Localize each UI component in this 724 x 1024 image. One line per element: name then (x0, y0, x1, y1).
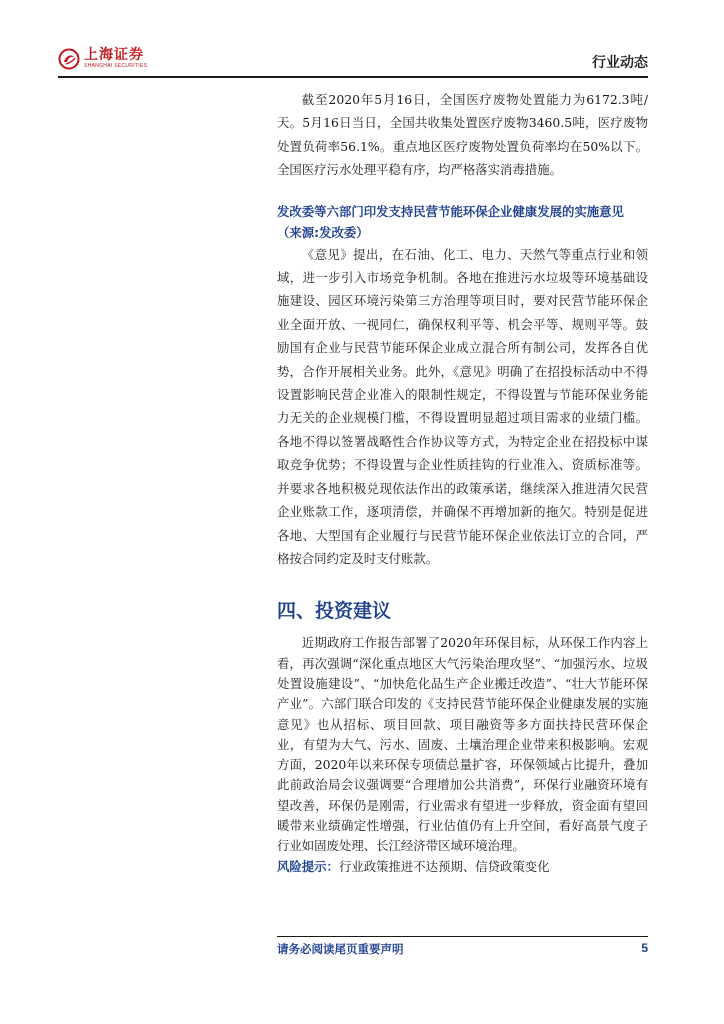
logo-emblem-icon (58, 48, 80, 70)
risk-text: 行业政策推进不达预期、信贷政策变化 (338, 858, 550, 874)
paragraph-medical-waste: 截至2020年5月16日，全国医疗废物处置能力为6172.3吨/天。5月16日当日，全国共收集处置医疗废物3460.5吨，医疗废物处置负荷率56.1%。重点地区医疗废物处置负荷率均在50%以下。全国医疗污水处理平稳有序，均严格落实消毒措施。 (277, 92, 648, 178)
paragraph-investment-advice: 近期政府工作报告部署了2020年环保目标，从环保工作内容上看，再次强调“深化重点地区大气污染治理攻坚”、“加强污水、垃圾处置设施建设”、“加快危化品生产企业搬迁改造”、“壮大节能环保产业”。六部门联合印发的《支持民营节能环保企业健康发展的实施意见》也从招标、项目回款、项目融资等多方面扶持民营环保企业，有望为大气、污水、固废、土壤治理企业带来积极影响。宏观方面，2020年以来环保专项债总量扩容，环保领域占比提升，叠加此前政治局会议强调要“合理增加公共消费”，环保行业融资环境有望改善，环保仍是刚需，行业需求有望进一步释放，资金面有望回暖带来业绩确定性增强，行业估值仍有上升空间，看好高景气度子行业如固废处理、长江经济带区域环境治理。 (277, 635, 648, 854)
footer-disclaimer-note: 请务必阅读尾页重要声明 (277, 942, 404, 956)
header-divider (58, 76, 648, 78)
logo-english-name: SHANGHAI SECURITIES (84, 63, 148, 69)
page-number: 5 (641, 941, 648, 955)
risk-warning (277, 857, 648, 877)
paragraph-policy-opinion: 《意见》提出，在石油、化工、电力、天然气等重点行业和领域，进一步引入市场竞争机制。各地在推进污水垃圾等环境基础设施建设、园区环境污染第三方治理等项目时，要对民营节能环保企业全面开放、一视同仁，确保权利平等、机会平等、规则平等。鼓励国有企业与民营节能环保企业成立混合所有制公司，发挥各自优势，合作开展相关业务。此外，《意见》明确了在招投标活动中不得设置影响民营企业准入的限制性规定，不得设置与节能环保业务能力无关的企业规模门槛，不得设置明显超过项目需求的业绩门槛。各地不得以签署战略性合作协议等方式，为特定企业在招投标中谋取竞争优势；不得设置与企业性质挂钩的行业准入、资质标准等。并要求各地积极兑现依法作出的政策承诺，继续深入推进清欠民营企业账款工作，逐项清偿，并确保不再增加新的拖欠。特别是促进各地、大型国有企业履行与民营节能环保企业依法订立的合同，严格按合同约定及时支付账款。 (277, 246, 648, 566)
main-content (277, 88, 648, 877)
footer-divider (277, 936, 648, 937)
company-logo (58, 48, 147, 70)
logo-chinese-name: 上海证券 (84, 47, 144, 63)
news-headline: 发改委等六部门印发支持民营节能环保企业健康发展的实施意见（来源:发改委） (277, 203, 624, 240)
report-type-label: 行业动态 (592, 55, 648, 71)
risk-label: 风险提示： (277, 858, 339, 874)
page-header (58, 46, 648, 80)
section-heading-investment: 四、投资建议 (277, 600, 392, 623)
